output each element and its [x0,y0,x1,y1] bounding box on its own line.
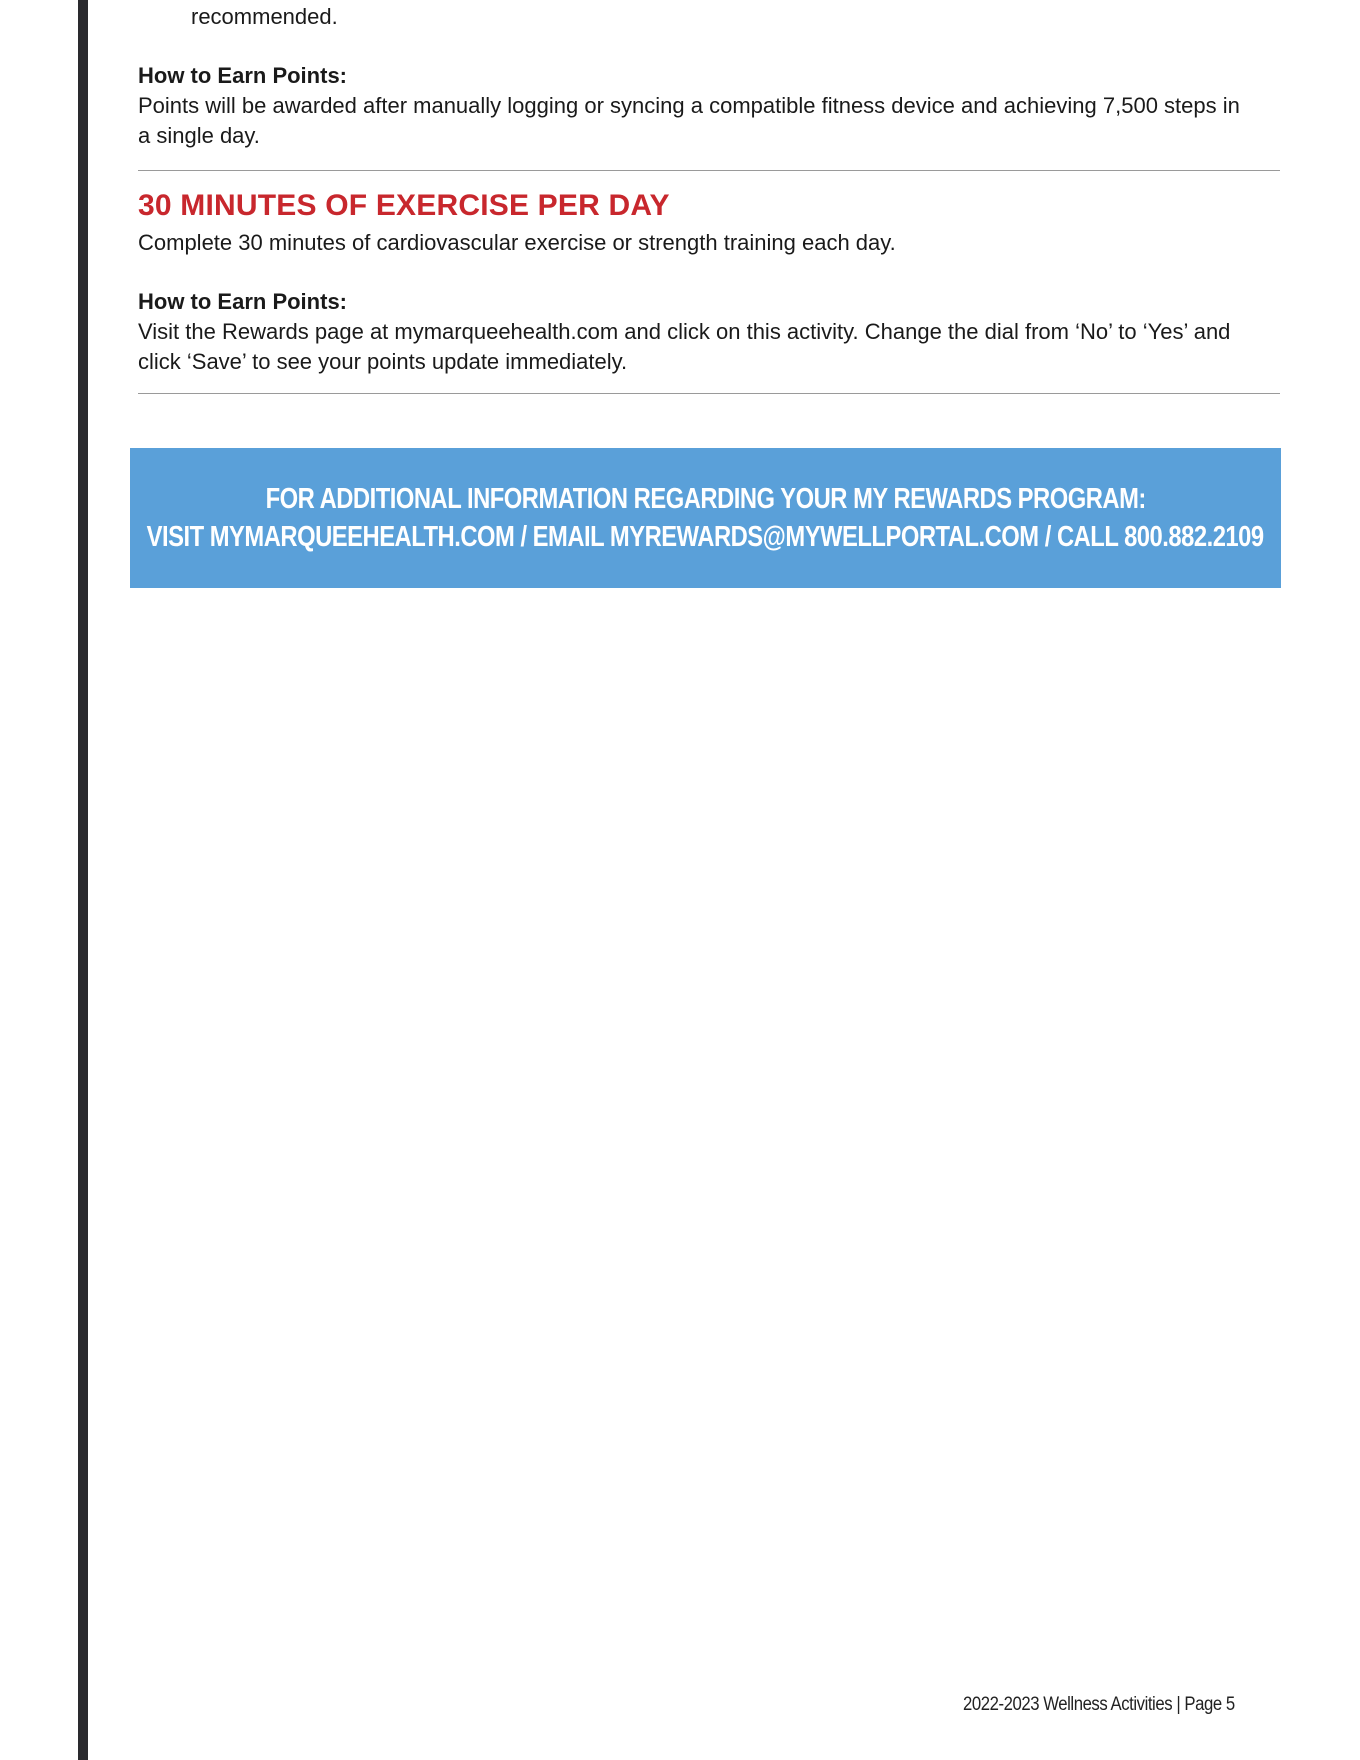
section-divider [138,393,1280,394]
exercise-earn-block [138,287,1280,377]
left-margin-rule [78,0,88,1760]
exercise-description-block [138,228,1280,258]
continued-text: recommended. [191,4,338,29]
how-to-earn-text: Points will be awarded after manually logging or syncing a compatible fitness device and achieving 7,500 steps in a single day. [138,93,1240,148]
how-to-earn-label: How to Earn Points: [138,63,347,88]
banner-line-2: VISIT MYMARQUEEHEALTH.COM / EMAIL MYREWARDS@MYWELLPORTAL.COM / CALL 800.882.2109 [146,521,1265,553]
step-activity-earn-block [138,61,1280,151]
section-divider [138,170,1280,171]
how-to-earn-text: Visit the Rewards page at mymarqueehealth.com and click on this activity. Change the dial from ‘No’ to ‘Yes’ and click ‘Save’ to see your points update immediately. [138,319,1231,374]
page-footer: 2022-2023 Wellness Activities | Page 5 [963,1694,1235,1715]
exercise-description: Complete 30 minutes of cardiovascular exercise or strength training each day. [138,230,896,255]
how-to-earn-label: How to Earn Points: [138,289,347,314]
contact-info-banner [130,448,1281,588]
exercise-section-title: 30 MINUTES OF EXERCISE PER DAY [138,189,670,222]
banner-line-1: FOR ADDITIONAL INFORMATION REGARDING YOUR MY REWARDS PROGRAM: [265,483,1146,515]
